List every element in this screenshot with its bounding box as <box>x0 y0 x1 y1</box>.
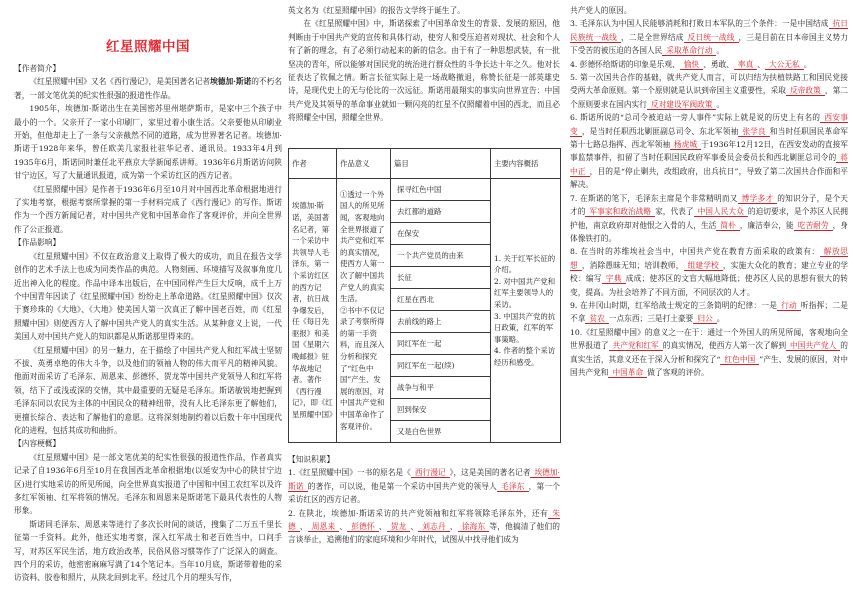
table-header-row <box>289 149 561 179</box>
table-header-chapters: 篇目 <box>391 149 491 179</box>
text-run: 。 <box>716 99 725 109</box>
table-header-summary: 主要内容概括 <box>491 149 561 179</box>
significance-item: ①透过一个外国人的所见所闻，客观地向全世界报道了共产党和红军的真实情况，使西方人第一次了解中国共产党人的真实生活。 <box>340 189 385 304</box>
knowledge-item <box>570 326 848 380</box>
text-run: 听指挥；二是不拿 <box>570 300 848 324</box>
paragraph: 《红星照耀中国》是作者于1936年6月至10月对中国西北革命根据地进行了实地考察，根据考察所掌握的第一手材料完成了《西行漫记》的写作。斯诺作为一个西方新闻记者，对中国共产党和中国革命作了客观评价，并向全世界作了公正报道。 <box>14 184 282 234</box>
summary-item: 3. 中国共产党的抗日政策，红军的军事策略。 <box>494 311 556 344</box>
text-run: 。 <box>803 59 812 69</box>
text-run: 家，代表了 <box>655 207 694 217</box>
middle-column-text <box>288 4 560 144</box>
text-run: 、 <box>339 522 348 532</box>
answer-blank: 反帝政策 <box>786 86 825 96</box>
section-heading: 【知识积累】 <box>288 455 335 464</box>
summary-item: 4. 作者的整个采访经历和感受。 <box>494 346 556 367</box>
text-run: 成成；使苏区的文盲大幅地降低；使苏区人民的思想有很大的转变，提高。为社会培养了不同方面，不同层次的人才。 <box>570 274 848 297</box>
section-heading: 【作品影响】 <box>14 238 61 248</box>
text-run: 10.《红星照耀中国》的意义之一在于：通过一个外国人的所见所闻，客观地向全世界报道了 <box>570 327 848 351</box>
text-run: 。 <box>716 314 725 324</box>
knowledge-item <box>570 245 848 299</box>
answer-blank: 杨虎城 <box>670 140 701 150</box>
summary-table <box>288 148 561 443</box>
text-run: 2. 在陕北，埃德加·斯诺采访的共产党领袖和红军将领除毛泽东外，还有 <box>288 508 549 518</box>
text-run: 、 <box>757 59 765 69</box>
answer-blank: 字典 <box>602 274 626 284</box>
answer-blank: 组建学校 <box>684 261 723 271</box>
answer-blank: 大公无私 <box>765 60 804 70</box>
text-run: 7. 在斯诺的笔下，毛泽东主席是个非常精明而又 <box>570 193 738 203</box>
paragraph: 在《红星照耀中国》中，斯诺探索了中国革命发生的背景、发展的原因，他判断由于中国共产党的宣传和具体行动，使穷人和受压迫者对现状、社会和个人有了新的理念，有了必须行动起来的新的信念。由于有了一种思想武装，有一批坚决的青年，所以能够对国民党的统治进行群众性的斗争长达十年之久。他对长征表达了钦佩之情。断言长征实际上是一场战略撤退，称赞长征是一部英雄史诗，是现代史上的无与伦比的一次远征。斯诺用最翔实的事实向世界宣告：中国共产党及其领导的革命事业就如一颗闪亮的红星不仅照耀着中国的西北，而且必将照耀全中国，照耀全世界。 <box>288 19 560 123</box>
text-run: 的真实生活，其意义还在于深入分析和探究了“ <box>570 341 848 364</box>
answer-blank: 军事家和政治战略 <box>585 207 655 217</box>
answer-blank: 西行漫记 <box>411 468 450 478</box>
text-run: ，三是目前在日本帝国主义势力下受苦的被压迫的各国人民 <box>570 32 848 56</box>
text-run: 的不朽名著，一部文笔优美的纪实性很强的报道性作品。 <box>14 77 282 100</box>
answer-blank: 贺龙 <box>387 522 411 532</box>
knowledge-notes <box>288 453 560 603</box>
knowledge-item <box>570 192 848 246</box>
answer-blank: 简朴 <box>716 221 739 231</box>
text-run: ，消除愚昧无知；培训教师， <box>581 260 684 270</box>
answer-blank: 红色中国 <box>720 355 759 365</box>
answer-blank: 埃德加·斯诺 <box>288 468 560 491</box>
paragraph <box>14 75 282 102</box>
answer-blank: 解放思想 <box>570 247 848 270</box>
chapter-cell: 又是白色世界 <box>391 421 491 443</box>
answer-blank: 吃苦耐劳 <box>794 221 833 231</box>
knowledge-item <box>288 466 560 506</box>
knowledge-item <box>570 17 848 57</box>
text-run: ，廉洁奉公，能 <box>739 220 794 230</box>
chapter-cell: 同红军在一起 <box>391 333 491 355</box>
answer-blank: 蒋中正 <box>570 153 848 176</box>
text-run: ”产生、发展的原因，对中国共产党和 <box>570 354 848 377</box>
paragraph: 英文名为《红星照耀中国》的报告文学终于诞生了。 <box>288 6 465 15</box>
text-run: ，二是全世界结成 <box>620 32 684 42</box>
text-run: 8. 在当时的苏维埃社会当中，中国共产党在教育方面采取的政策有： <box>570 247 820 257</box>
answer-blank: 归公 <box>693 314 716 324</box>
text-run: 9. 在井冈山时期，红军给战士规定的三条简明的纪律：一是 <box>570 300 778 310</box>
answer-blank: 反日统一战线 <box>684 33 739 43</box>
text-run: 于1936年12月12日，在西安发动的直接军事监禁事件，扣留了当时任职国民政府军事委员会委员长和西北剿匪总司令的 <box>570 140 848 163</box>
text-run: 3. 毛泽东认为中国人民能够消耗和打败日本军队的三个条件：一是中国结成 <box>570 19 829 29</box>
answer-blank: 张学良 <box>738 127 769 137</box>
answer-blank: 愉快 <box>680 60 703 70</box>
chapter-cell: 在保安 <box>391 223 491 245</box>
paragraph: 《红星照耀中国》的另一魅力，在于描绘了中国共产党人和红军战士坚韧不拔、英勇卓绝的伟大斗争，以及他们的领袖人物的伟大而平凡的精神风貌。他面对面采访了毛泽东、周恩来、彭德怀、贺龙等中国共产党领导人和红军将领，结下了或浅或深的交情，其中最重要的无疑是毛泽东。斯诺敏锐地把握到毛泽东同以农民为主体的中国民众的精神纽带，没有人比毛泽东更了解他们，更擅长综合、表达和了解他们的意愿。这将深刻地制约着以后数十年中国现代化的进程，包括其成功和曲折。 <box>14 345 282 435</box>
summary-table-wrapper <box>288 148 561 448</box>
text-run: 、 <box>410 522 419 532</box>
section-heading: 【内容梗概】 <box>14 439 61 449</box>
knowledge-item <box>570 299 848 326</box>
chapter-cell: 长征 <box>391 267 491 289</box>
answer-blank: 反对建设军阀政策 <box>647 100 717 110</box>
answer-blank: 中国革命 <box>608 368 647 378</box>
text-run: 、 <box>378 522 387 532</box>
chapter-cell: 探寻红色中国 <box>391 179 491 201</box>
text-run: 等，他搞清了他们的言谈举止，追溯他们的家庭环境和少年时代，试图从中找寻他们成为 <box>288 522 560 545</box>
chapter-cell: 去前线的路上 <box>391 311 491 333</box>
chapter-cell: 去红都的道路 <box>391 201 491 223</box>
answer-blank: 中国人民大众 <box>694 207 748 217</box>
text-run: ，身体像铁打的。 <box>570 220 848 243</box>
text-run: 。 <box>716 46 725 56</box>
section-heading: 【作者简介】 <box>14 64 61 73</box>
answer-blank: 率真 <box>734 60 757 70</box>
knowledge-item <box>570 58 848 71</box>
text-run: 的迫切要求，是个苏区人民拥护他，南京政府却对他恨之入骨的人，生活 <box>570 207 848 230</box>
text-run: 做了客观的评价。 <box>647 367 709 377</box>
text-run: 、 <box>299 522 308 532</box>
text-run: 6. 斯诺所说的“总司令被迫站一旁人事件”实际上就是说的历史上有名的 <box>570 113 821 123</box>
text-run: ，实施大众化的教育；建立专业的学校：编写 <box>570 260 848 284</box>
answer-blank: 贫农 <box>585 314 608 324</box>
paragraph: 1905年，埃德加·斯诺出生在美国密苏里州堪萨斯市，是家中三个孩子中最小的一个。父亲开了一家小印刷厂，家里过着小康生活。父亲要他从印刷业开始，但他却走上了一条与父亲截然不同的道路，成为世界著名记者。埃德加·斯诺于1928年来华，曾任欧美几家报社驻华记者、通讯员。1933年4月到1935年6月，斯诺同时兼任北平燕京大学新闻系讲师。1936年6月斯诺访问陕甘宁边区，写了大量通讯报道，成为第一个采访红区的西方记者。 <box>14 104 282 181</box>
table-header-author: 作者 <box>289 149 337 179</box>
answer-blank: 西安事变 <box>570 113 848 136</box>
chapter-cell: 红星在西北 <box>391 289 491 311</box>
answer-blank: 刘志丹 <box>418 522 450 532</box>
document-title: 红星照耀中国 <box>106 39 190 55</box>
author-cell: 埃德加·斯诺，美国著名记者，第一个采访中共领导人毛泽东，第一个采访红区的西方记者，抗日战争爆发后，任《每日先驱报》和美国《星期六晚邮报》驻华战地记者。著作《西行漫记》，即《红星照耀中国》 <box>289 179 337 443</box>
text-run: 的著作，可以说，他是第一个采访中国共产党的领导人 <box>307 481 497 491</box>
summary-item: 2. 对中国共产党和红军主要领导人的采访。 <box>494 276 556 309</box>
text-run: ，目的是“停止剿共，改组政府，出兵抗日”，导致了第二次国共合作面和平解决。 <box>570 166 848 190</box>
text-run: 》，这是美国的著名记者 <box>449 468 531 478</box>
answer-blank: 彭德怀 <box>347 522 379 532</box>
knowledge-item <box>570 71 848 111</box>
paragraph: 斯诺同毛泽东、周恩来等进行了多次长时间的谈话，搜集了二万五千里长征第一手资料。此外，他还实地考察，深入红军战士和老百姓当中，口问手写，对苏区军民生活，地方政治改革，民俗风俗习惯等作了广泛深入的调查。四个月的采访，他密密麻麻写满了14个笔记本。当年10月底，斯诺带着他的采访资料、胶卷和照片，从陕北回到北平。经过几个月的埋头写作， <box>14 519 282 583</box>
knowledge-item <box>288 507 560 547</box>
text-run: 、勇敢、 <box>703 59 734 69</box>
knowledge-item <box>570 111 848 191</box>
text-run: ，第二个原则要求在国内实行 <box>570 86 848 109</box>
chapter-cell: 战争与和平 <box>391 377 491 399</box>
text-run: 1.《红星照耀中国》一书的原名是《 <box>288 468 411 478</box>
answer-blank: 朱德 <box>288 508 560 532</box>
answer-blank: 博学多才 <box>738 194 778 204</box>
answer-blank: 采取革命行动 <box>662 46 716 56</box>
answer-blank: 共产党和红军 <box>609 341 663 351</box>
text-run: 的知识分子，是个天才的 <box>570 193 848 217</box>
significance-item: ②书中不仅记录了考察所得的第一手资料，而且深入分析和探究了“红色中国”产生、发展的原因，对中国共产党和中国革命作了客观评价。 <box>340 305 385 431</box>
paragraph: 《红星照耀中国》是一部文笔优美的纪实性很强的报道性作品，作者真实记录了自1936年6月至10月在我国西北革命根据地(以延安为中心的陕甘宁边区)进行实地采访的所见所闻，向全世界真实报道了中国和中国工农红军以及许多红军领袖、红军将领的情况。毛泽东和周恩来是斯诺笔下最具代表性的人物形象。 <box>14 452 282 516</box>
answer-blank: 徐海东 <box>458 522 490 532</box>
chapter-cell: 同红军在一起(续) <box>391 355 491 377</box>
table-row <box>289 179 561 201</box>
table-header-significance: 作品意义 <box>337 149 391 179</box>
chapter-cell: 一个共产党员的由来 <box>391 245 491 267</box>
text-run: 一点东西；三是打土豪要 <box>608 314 694 324</box>
bold-text: 埃德加·斯诺 <box>210 77 252 87</box>
text-run: ，第一个采访红区的西方记者。 <box>288 481 560 505</box>
answer-blank: 毛泽东 <box>497 482 529 492</box>
paragraph: 共产党人的原因。 <box>570 6 632 15</box>
text-run: 和当时任职国民革命军第十七路总指挥、西北军领袖 <box>570 126 848 150</box>
right-column <box>570 4 848 604</box>
text-run: 《红星照耀中国》又名《西行漫记》，是美国著名记者 <box>29 77 211 87</box>
paragraph: 《红星照耀中国》不仅在政治意义上取得了极大的成功，而且在报告文学创作的艺术手法上也成为同类作品的典范。人物刻画、环境描写及叙事角度几近出神入化的程度。作品中译本出版后，在中国同样产生巨大反响，成千上万个中国青年因读了《红星照耀中国》纷纷走上革命道路。《红星照耀中国》仅次于赛珍珠的《大地》、《大地》使美国人第一次真正了解中国老百姓，而《红星照耀中国》则使西方人了解中国共产党人的真实生活。从某种意义上说，一代美国人对中国共产党人的知识都是从斯诺那里得来的。 <box>14 251 282 342</box>
answer-blank: 周恩来 <box>308 522 340 532</box>
left-column <box>14 38 282 604</box>
summary-cell <box>491 179 561 443</box>
summary-item: 1. 关于红军长征的介绍。 <box>494 253 556 275</box>
text-run: ，是当时任职西北剿匪副总司令、东北军领袖 <box>581 126 739 136</box>
chapter-cell: 回到保安 <box>391 399 491 421</box>
text-run: 、 <box>449 522 458 532</box>
answer-blank: 中国共产党人 <box>786 341 840 351</box>
text-run: 4. 彭德怀给斯诺的印象是乐观、 <box>570 59 680 69</box>
answer-blank: 行动 <box>777 301 801 311</box>
answer-blank: 抗日民族统一战线 <box>570 19 848 42</box>
significance-cell <box>337 179 391 443</box>
text-run: 的真实情况，使西方人第一次了解到 <box>662 341 787 351</box>
text-run: 5. 第一次国共合作的基础，就共产党人而言，可以归结为扶植铁路工和国民党接受两大革命原则。第一个原则就是认识到帝国主义重要性，采取 <box>570 73 848 96</box>
